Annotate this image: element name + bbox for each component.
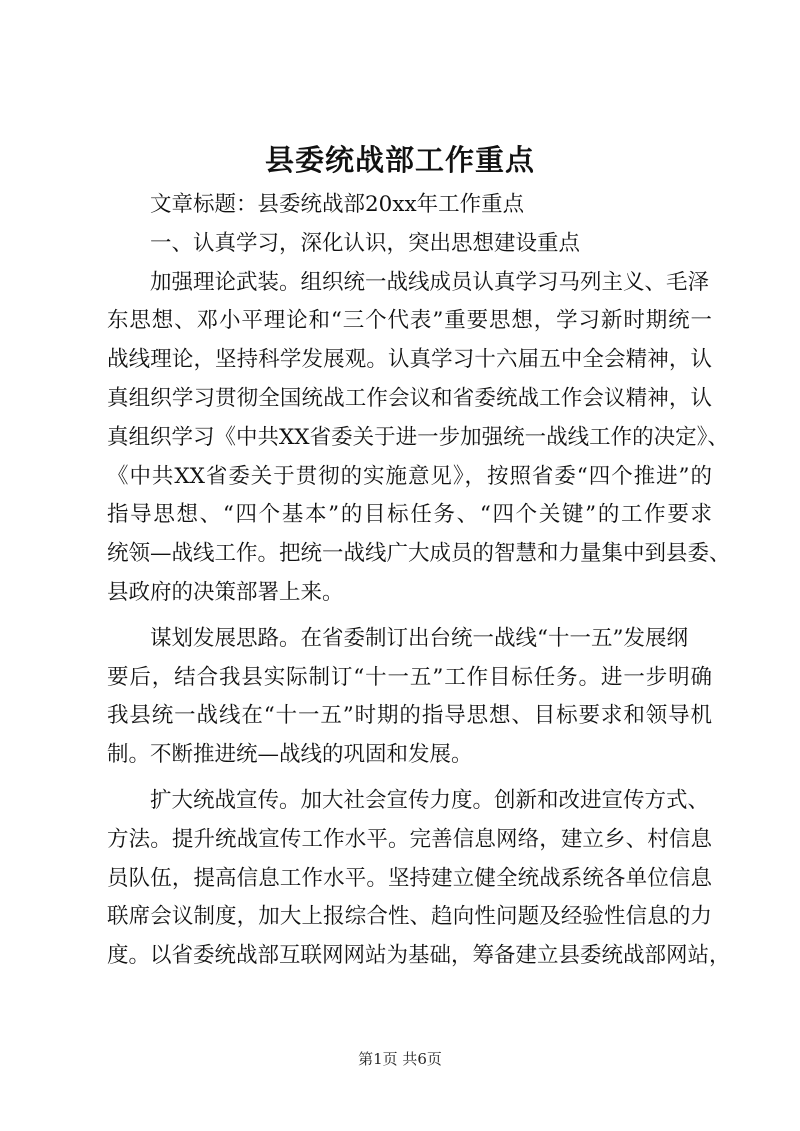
paragraph-line: 方法。提升统战宣传工作水平。完善信息网络，建立乡、村信息 <box>107 826 712 852</box>
paragraph-line: 我县统一战线在“十一五”时期的指导思想、目标要求和领导机 <box>107 703 712 729</box>
paragraph-line: 统领—战线工作。把统一战线广大成员的智慧和力量集中到县委、 <box>107 541 731 567</box>
paragraph-line: 《中共XX省委关于贯彻的实施意见》，按照省委“四个推进”的 <box>107 463 712 489</box>
paragraph-line: 员队伍，提高信息工作水平。坚持建立健全统战系统各单位信息 <box>107 865 712 891</box>
paragraph-line: 联席会议制度，加大上报综合性、趋向性问题及经验性信息的力 <box>107 904 712 930</box>
paragraph-line: 战线理论，坚持科学发展观。认真学习十六届五中全会精神，认 <box>107 347 712 373</box>
paragraph-line: 东思想、邓小平理论和“三个代表”重要思想，学习新时期统一 <box>107 308 712 334</box>
paragraph-line: 谋划发展思路。在省委制订出台统一战线“十一五”发展纲 <box>150 625 688 651</box>
paragraph-line: 县政府的决策部署上来。 <box>107 579 344 605</box>
paragraph-line: 指导思想、“四个基本”的目标任务、“四个关键”的工作要求 <box>107 502 712 528</box>
article-title-line: 文章标题：县委统战部20xx年工作重点 <box>150 192 525 217</box>
paragraph-line: 制。不断推进统—战线的巩固和发展。 <box>107 742 473 768</box>
paragraph-line: 要后，结合我县实际制订“十一五”工作目标任务。进一步明确 <box>107 664 712 690</box>
paragraph-line: 扩大统战宣传。加大社会宣传力度。创新和改进宣传方式、 <box>150 787 710 813</box>
paragraph-line: 真组织学习贯彻全国统战工作会议和省委统战工作会议精神，认 <box>107 385 712 411</box>
paragraph-line: 度。以省委统战部互联网网站为基础，筹备建立县委统战部网站， <box>107 943 731 969</box>
paragraph-line: 加强理论武装。组织统一战线成员认真学习马列主义、毛泽 <box>150 269 710 295</box>
document-body <box>107 186 731 976</box>
section-heading: 一、认真学习，深化认识，突出思想建设重点 <box>150 230 581 256</box>
page-number-footer: 第1页 共6页 <box>358 1050 442 1068</box>
paragraph-line: 真组织学习《中共XX省委关于进一步加强统一战线工作的决定》、 <box>107 424 729 450</box>
document-title: 县委统战部工作重点 <box>264 143 535 177</box>
